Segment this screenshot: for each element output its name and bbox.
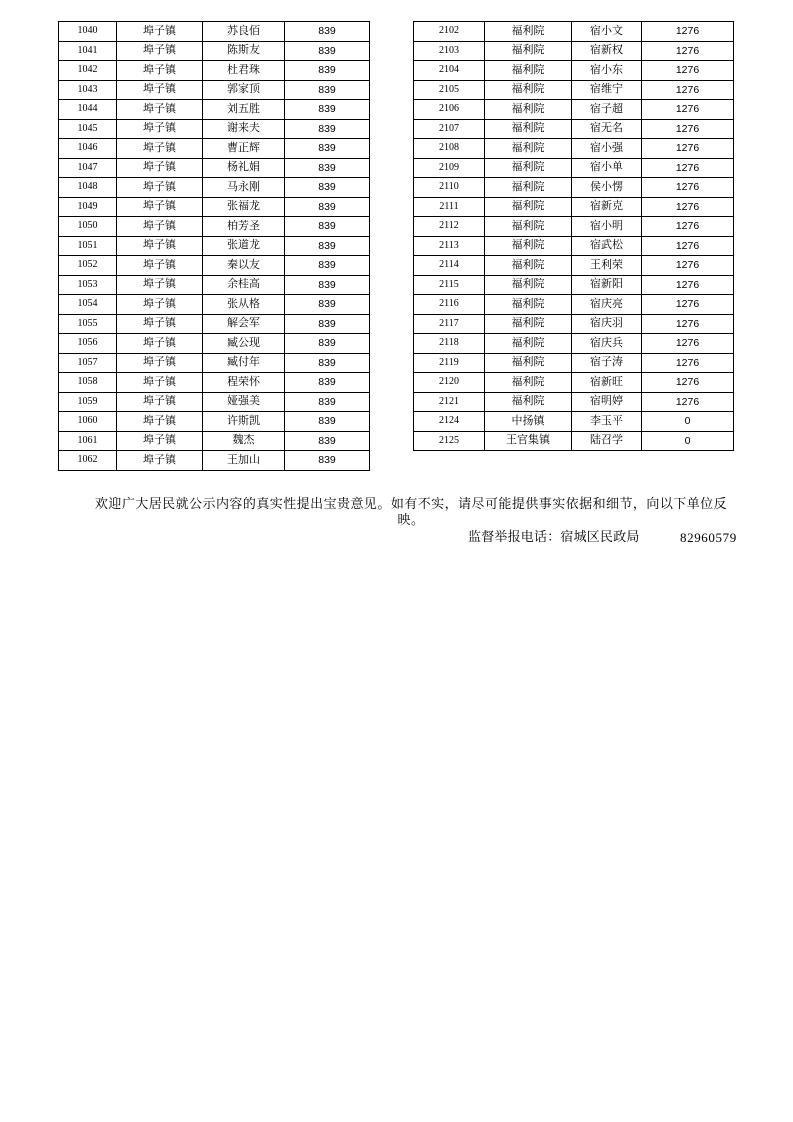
cell-town: 福利院: [485, 100, 572, 120]
cell-id: 2119: [414, 353, 485, 373]
cell-amount: 839: [285, 178, 370, 198]
cell-name: 许斯凯: [203, 412, 285, 432]
table-row: [59, 412, 370, 432]
cell-name: 马永刚: [203, 178, 285, 198]
cell-amount: 1276: [642, 236, 734, 256]
cell-amount: 839: [285, 236, 370, 256]
cell-id: 1050: [59, 217, 117, 237]
cell-town: 埠子镇: [117, 139, 203, 159]
cell-town: 埠子镇: [117, 41, 203, 61]
cell-name: 谢来夫: [203, 119, 285, 139]
cell-town: 埠子镇: [117, 314, 203, 334]
cell-town: 福利院: [485, 334, 572, 354]
table-row: [59, 100, 370, 120]
table-row: [59, 295, 370, 315]
cell-id: 2115: [414, 275, 485, 295]
cell-amount: 839: [285, 314, 370, 334]
cell-id: 1051: [59, 236, 117, 256]
table-row: [59, 275, 370, 295]
cell-amount: 1276: [642, 197, 734, 217]
table-row: [414, 353, 734, 373]
cell-town: 福利院: [485, 178, 572, 198]
cell-name: 宿小单: [572, 158, 642, 178]
cell-town: 埠子镇: [117, 275, 203, 295]
cell-town: 福利院: [485, 392, 572, 412]
cell-id: 1060: [59, 412, 117, 432]
cell-name: 宿新权: [572, 41, 642, 61]
cell-id: 1055: [59, 314, 117, 334]
cell-town: 福利院: [485, 275, 572, 295]
cell-id: 2120: [414, 373, 485, 393]
cell-name: 王加山: [203, 451, 285, 471]
table-row: [59, 392, 370, 412]
table-row: [59, 451, 370, 471]
cell-name: 王利荣: [572, 256, 642, 276]
cell-id: 2109: [414, 158, 485, 178]
table-row: [414, 392, 734, 412]
cell-id: 1043: [59, 80, 117, 100]
table-row: [414, 431, 734, 451]
cell-amount: 1276: [642, 61, 734, 81]
cell-town: 埠子镇: [117, 61, 203, 81]
cell-id: 2112: [414, 217, 485, 237]
table-row: [59, 256, 370, 276]
table-row: [414, 373, 734, 393]
cell-id: 1048: [59, 178, 117, 198]
cell-amount: 1276: [642, 158, 734, 178]
cell-town: 福利院: [485, 353, 572, 373]
cell-town: 埠子镇: [117, 178, 203, 198]
cell-amount: 1276: [642, 314, 734, 334]
cell-id: 2108: [414, 139, 485, 159]
cell-id: 1044: [59, 100, 117, 120]
cell-amount: 839: [285, 22, 370, 42]
cell-id: 2117: [414, 314, 485, 334]
cell-name: 张福龙: [203, 197, 285, 217]
cell-id: 2124: [414, 412, 485, 432]
cell-amount: 1276: [642, 41, 734, 61]
table-row: [414, 119, 734, 139]
cell-id: 2107: [414, 119, 485, 139]
table-row: [59, 178, 370, 198]
cell-name: 宿庆亮: [572, 295, 642, 315]
table-row: [414, 139, 734, 159]
cell-name: 陈斯友: [203, 41, 285, 61]
cell-amount: 839: [285, 431, 370, 451]
cell-id: 2105: [414, 80, 485, 100]
table-row: [59, 236, 370, 256]
cell-amount: 1276: [642, 119, 734, 139]
cell-name: 苏良佰: [203, 22, 285, 42]
cell-id: 2118: [414, 334, 485, 354]
cell-town: 埠子镇: [117, 119, 203, 139]
cell-town: 福利院: [485, 236, 572, 256]
right-roster-table: [413, 21, 734, 451]
cell-amount: 1276: [642, 373, 734, 393]
table-row: [59, 353, 370, 373]
cell-amount: 1276: [642, 392, 734, 412]
cell-name: 宿武松: [572, 236, 642, 256]
left-roster-table: [58, 21, 370, 471]
left-roster-body: [59, 22, 370, 471]
cell-amount: 1276: [642, 139, 734, 159]
table-row: [414, 256, 734, 276]
cell-id: 2116: [414, 295, 485, 315]
table-row: [59, 80, 370, 100]
cell-name: 宿新克: [572, 197, 642, 217]
cell-amount: 839: [285, 295, 370, 315]
cell-town: 埠子镇: [117, 100, 203, 120]
cell-name: 宿维宁: [572, 80, 642, 100]
cell-id: 1041: [59, 41, 117, 61]
table-row: [59, 61, 370, 81]
cell-name: 魏杰: [203, 431, 285, 451]
table-row: [59, 41, 370, 61]
cell-town: 埠子镇: [117, 158, 203, 178]
cell-amount: 0: [642, 412, 734, 432]
cell-town: 埠子镇: [117, 451, 203, 471]
table-row: [59, 217, 370, 237]
cell-id: 1054: [59, 295, 117, 315]
cell-id: 1047: [59, 158, 117, 178]
table-row: [414, 41, 734, 61]
cell-amount: 839: [285, 451, 370, 471]
cell-name: 宿小明: [572, 217, 642, 237]
cell-id: 1049: [59, 197, 117, 217]
cell-amount: 839: [285, 275, 370, 295]
cell-name: 侯小愣: [572, 178, 642, 198]
cell-town: 福利院: [485, 373, 572, 393]
table-row: [414, 412, 734, 432]
table-row: [59, 197, 370, 217]
cell-id: 1056: [59, 334, 117, 354]
cell-name: 宿子涛: [572, 353, 642, 373]
cell-name: 余桂高: [203, 275, 285, 295]
cell-name: 宿小文: [572, 22, 642, 42]
cell-name: 杨礼娟: [203, 158, 285, 178]
cell-id: 1052: [59, 256, 117, 276]
table-row: [59, 431, 370, 451]
table-row: [414, 236, 734, 256]
cell-id: 1058: [59, 373, 117, 393]
cell-town: 福利院: [485, 22, 572, 42]
cell-town: 埠子镇: [117, 334, 203, 354]
cell-town: 福利院: [485, 158, 572, 178]
cell-name: 宿庆兵: [572, 334, 642, 354]
cell-id: 2121: [414, 392, 485, 412]
cell-amount: 839: [285, 139, 370, 159]
cell-town: 福利院: [485, 119, 572, 139]
cell-name: 张道龙: [203, 236, 285, 256]
cell-id: 2102: [414, 22, 485, 42]
cell-id: 1053: [59, 275, 117, 295]
cell-town: 中扬镇: [485, 412, 572, 432]
cell-id: 2113: [414, 236, 485, 256]
cell-amount: 839: [285, 256, 370, 276]
cell-amount: 1276: [642, 100, 734, 120]
cell-town: 福利院: [485, 80, 572, 100]
table-row: [59, 158, 370, 178]
cell-name: 宿明婷: [572, 392, 642, 412]
cell-id: 1046: [59, 139, 117, 159]
cell-amount: 1276: [642, 353, 734, 373]
cell-town: 埠子镇: [117, 22, 203, 42]
cell-name: 娅强美: [203, 392, 285, 412]
cell-amount: 839: [285, 392, 370, 412]
table-row: [414, 61, 734, 81]
cell-amount: 839: [285, 334, 370, 354]
cell-id: 2104: [414, 61, 485, 81]
cell-amount: 1276: [642, 80, 734, 100]
cell-amount: 839: [285, 412, 370, 432]
cell-amount: 839: [285, 80, 370, 100]
cell-town: 埠子镇: [117, 412, 203, 432]
cell-name: 柏芳圣: [203, 217, 285, 237]
supervision-hotline-number: 82960579: [680, 530, 737, 545]
cell-id: 1059: [59, 392, 117, 412]
cell-amount: 839: [285, 158, 370, 178]
cell-amount: 839: [285, 100, 370, 120]
table-row: [59, 139, 370, 159]
cell-name: 宿新阳: [572, 275, 642, 295]
cell-amount: 0: [642, 431, 734, 451]
cell-amount: 839: [285, 197, 370, 217]
table-row: [414, 178, 734, 198]
table-row: [414, 334, 734, 354]
cell-name: 曹正辉: [203, 139, 285, 159]
cell-amount: 1276: [642, 334, 734, 354]
cell-amount: 1276: [642, 22, 734, 42]
cell-id: 2125: [414, 431, 485, 451]
cell-amount: 1276: [642, 295, 734, 315]
cell-amount: 839: [285, 61, 370, 81]
cell-name: 李玉平: [572, 412, 642, 432]
cell-id: 2106: [414, 100, 485, 120]
cell-name: 解会军: [203, 314, 285, 334]
cell-name: 宿小强: [572, 139, 642, 159]
cell-name: 郭家顶: [203, 80, 285, 100]
table-row: [59, 119, 370, 139]
table-row: [59, 22, 370, 42]
cell-id: 2111: [414, 197, 485, 217]
cell-id: 1042: [59, 61, 117, 81]
cell-name: 秦以友: [203, 256, 285, 276]
cell-town: 埠子镇: [117, 392, 203, 412]
cell-name: 宿小东: [572, 61, 642, 81]
table-row: [414, 22, 734, 42]
cell-amount: 839: [285, 41, 370, 61]
cell-town: 福利院: [485, 139, 572, 159]
cell-town: 福利院: [485, 256, 572, 276]
cell-id: 1062: [59, 451, 117, 471]
cell-amount: 839: [285, 373, 370, 393]
cell-amount: 1276: [642, 275, 734, 295]
table-row: [414, 80, 734, 100]
cell-name: 宿子超: [572, 100, 642, 120]
cell-name: 宿无名: [572, 119, 642, 139]
cell-town: 埠子镇: [117, 236, 203, 256]
cell-town: 福利院: [485, 217, 572, 237]
cell-amount: 1276: [642, 256, 734, 276]
table-row: [414, 295, 734, 315]
public-notice-text: 欢迎广大居民就公示内容的真实性提出宝贵意见。如有不实，请尽可能提供事实依据和细节，向以下单位反映。: [94, 497, 728, 528]
cell-town: 福利院: [485, 197, 572, 217]
table-row: [59, 373, 370, 393]
supervision-hotline-label: 监督举报电话：宿城区民政局: [468, 530, 640, 545]
cell-town: 埠子镇: [117, 217, 203, 237]
table-row: [414, 314, 734, 334]
cell-amount: 839: [285, 119, 370, 139]
cell-name: 刘五胜: [203, 100, 285, 120]
cell-town: 埠子镇: [117, 197, 203, 217]
table-row: [59, 334, 370, 354]
cell-town: 埠子镇: [117, 431, 203, 451]
cell-id: 1040: [59, 22, 117, 42]
cell-town: 福利院: [485, 295, 572, 315]
cell-id: 2110: [414, 178, 485, 198]
table-row: [59, 314, 370, 334]
cell-name: 张从格: [203, 295, 285, 315]
cell-id: 1061: [59, 431, 117, 451]
table-row: [414, 217, 734, 237]
cell-id: 2103: [414, 41, 485, 61]
cell-name: 臧公现: [203, 334, 285, 354]
cell-name: 臧付年: [203, 353, 285, 373]
cell-name: 杜君珠: [203, 61, 285, 81]
cell-name: 程荣怀: [203, 373, 285, 393]
cell-town: 埠子镇: [117, 80, 203, 100]
cell-town: 福利院: [485, 61, 572, 81]
cell-amount: 839: [285, 353, 370, 373]
cell-town: 福利院: [485, 314, 572, 334]
right-roster-body: [414, 22, 734, 451]
cell-id: 2114: [414, 256, 485, 276]
cell-town: 埠子镇: [117, 295, 203, 315]
cell-amount: 1276: [642, 217, 734, 237]
cell-town: 埠子镇: [117, 256, 203, 276]
cell-town: 王官集镇: [485, 431, 572, 451]
cell-town: 埠子镇: [117, 353, 203, 373]
table-row: [414, 275, 734, 295]
cell-town: 埠子镇: [117, 373, 203, 393]
cell-amount: 1276: [642, 178, 734, 198]
cell-name: 宿庆羽: [572, 314, 642, 334]
table-row: [414, 197, 734, 217]
cell-id: 1057: [59, 353, 117, 373]
cell-id: 1045: [59, 119, 117, 139]
table-row: [414, 100, 734, 120]
table-row: [414, 158, 734, 178]
cell-town: 福利院: [485, 41, 572, 61]
cell-amount: 839: [285, 217, 370, 237]
cell-name: 宿新旺: [572, 373, 642, 393]
cell-name: 陆召学: [572, 431, 642, 451]
